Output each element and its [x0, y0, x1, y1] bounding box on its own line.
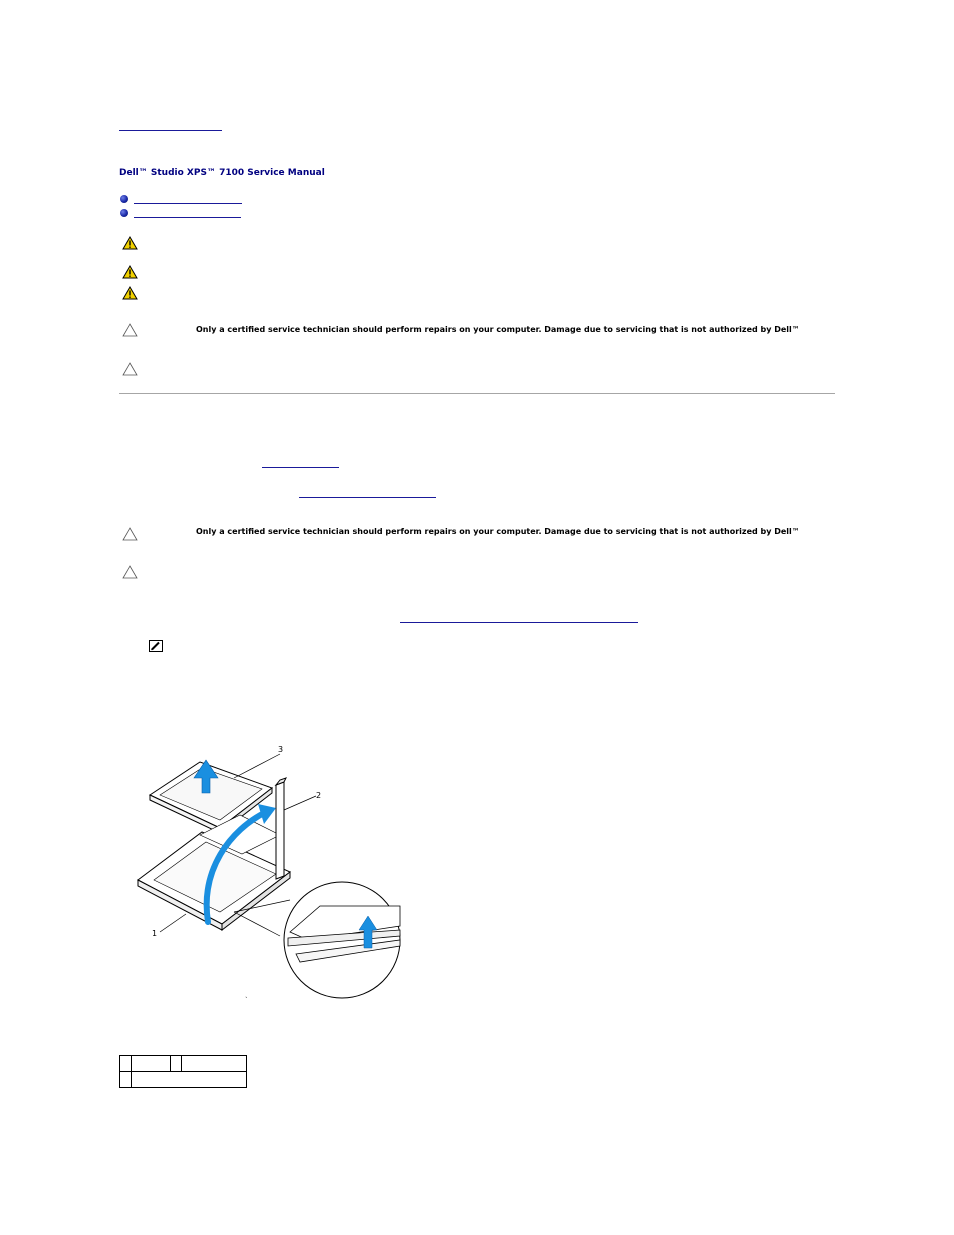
table-cell	[120, 1072, 132, 1088]
table-cell	[132, 1072, 247, 1088]
caution-text: Only a certified service technician should perform repairs on your computer. Damage due to servicing that is not authorized by Dell™	[196, 527, 800, 536]
inline-link-1[interactable]	[262, 467, 339, 468]
caution-text: Only a certified service technician should perform repairs on your computer. Damage due to servicing that is not authorized by Dell™	[196, 325, 800, 334]
warning-triangle-icon	[122, 236, 138, 250]
table-row	[120, 1056, 247, 1072]
table-cell	[171, 1056, 182, 1072]
table-row	[120, 1072, 247, 1088]
warning-triangle-icon	[122, 265, 138, 279]
release-lever-illustration	[276, 778, 286, 879]
page-title: Dell™ Studio XPS™ 7100 Service Manual	[119, 168, 325, 178]
inline-link-3[interactable]	[400, 622, 638, 623]
toc-link-removing[interactable]	[134, 203, 242, 204]
note-pencil-icon	[149, 640, 163, 652]
bullet-icon	[120, 209, 128, 217]
caution-triangle-icon	[122, 323, 138, 337]
callout-3-label: 3	[278, 745, 284, 754]
callout-2-label: 2	[316, 791, 322, 800]
caution-triangle-icon	[122, 527, 138, 541]
caution-triangle-icon	[122, 565, 138, 579]
section-divider	[119, 393, 835, 394]
table-cell	[120, 1056, 132, 1072]
back-to-contents-link[interactable]	[119, 130, 222, 131]
svg-text:`: `	[245, 997, 248, 1004]
caution-triangle-icon	[122, 362, 138, 376]
inline-link-2[interactable]	[299, 497, 436, 498]
table-cell	[182, 1056, 247, 1072]
processor-removal-figure	[130, 740, 410, 1010]
callout-1-label: 1	[152, 929, 158, 938]
toc-link-replacing[interactable]	[134, 217, 241, 218]
bullet-icon	[120, 195, 128, 203]
callout-table	[119, 1055, 247, 1088]
table-cell	[132, 1056, 171, 1072]
warning-triangle-icon	[122, 286, 138, 300]
